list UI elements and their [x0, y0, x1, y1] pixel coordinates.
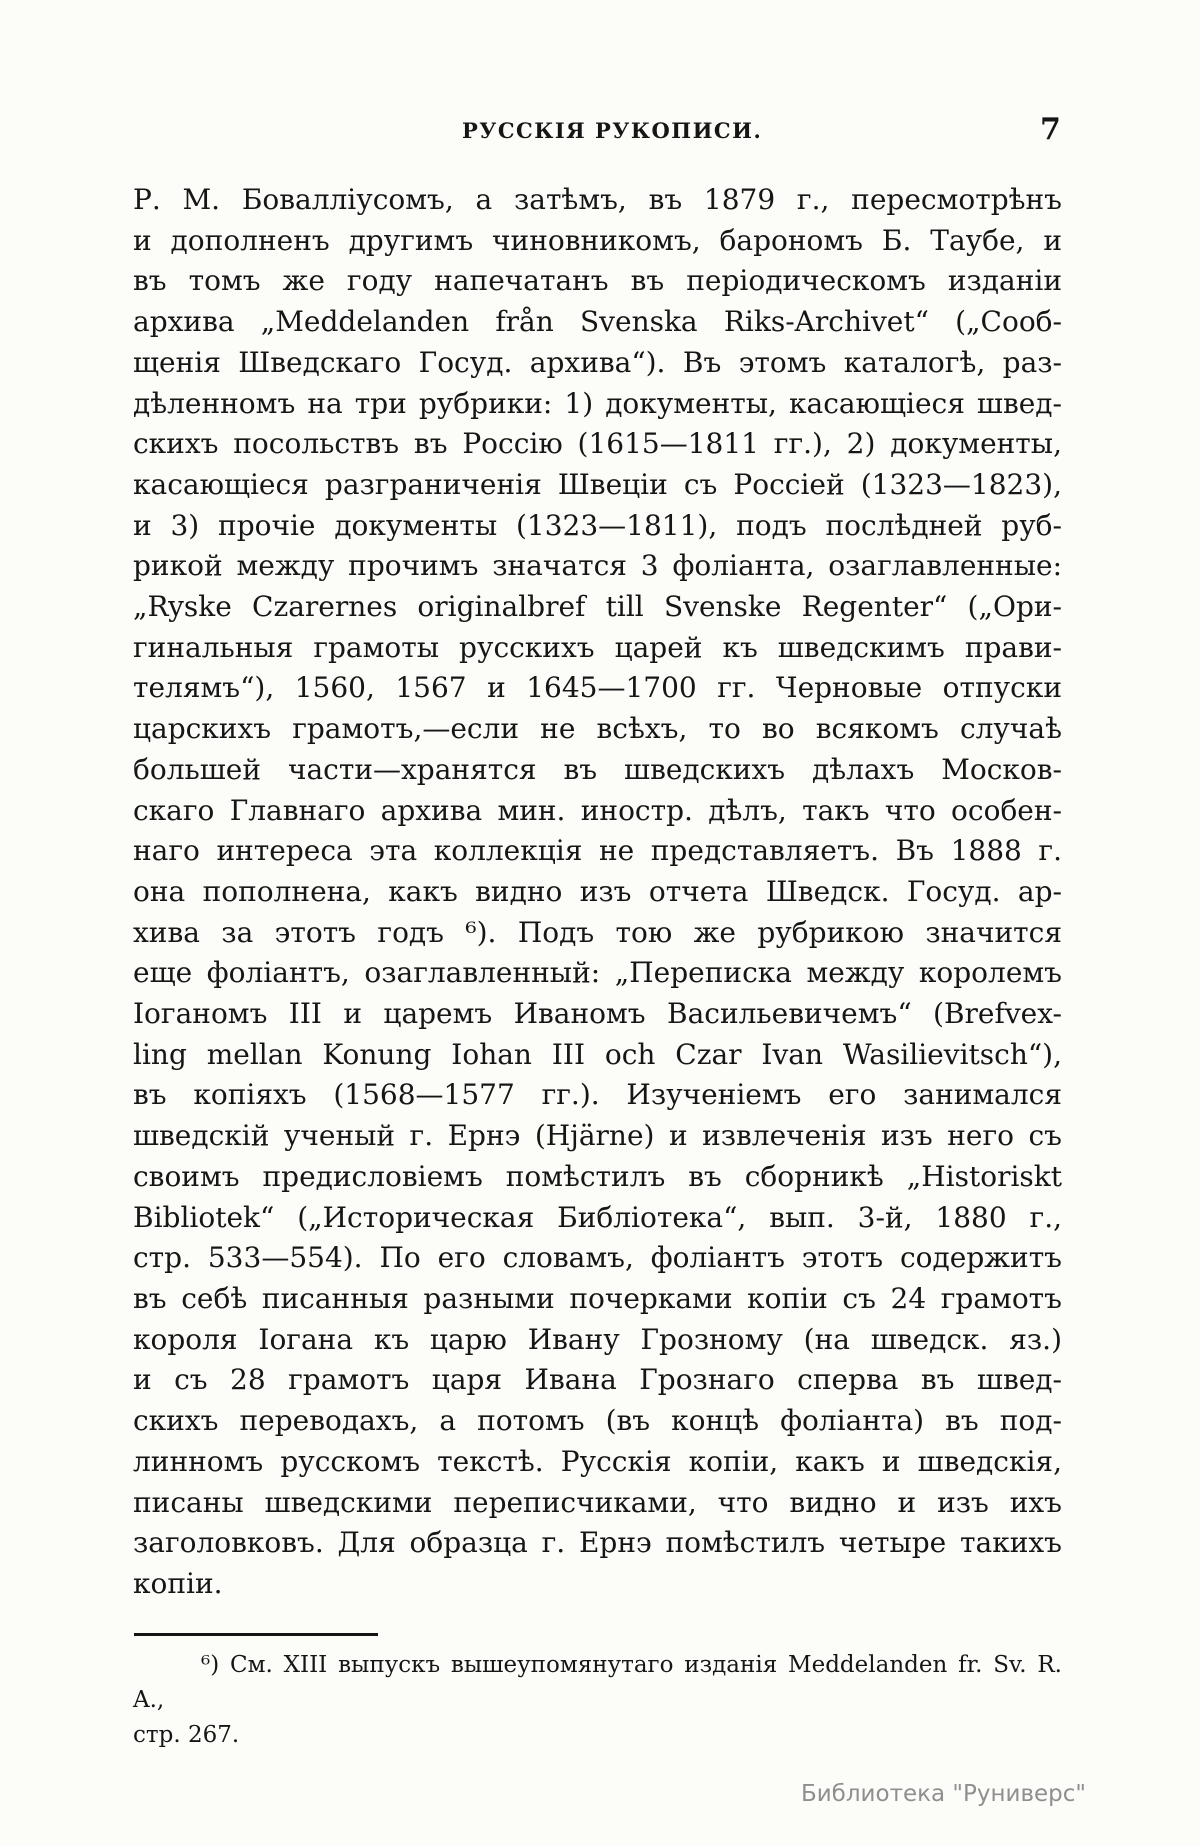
text-line: стр. 533—554). По его словамъ, фоліантъ этотъ содержитъ	[133, 1241, 1062, 1275]
text-line: царскихъ грамотъ,—если не всѣхъ, то во всякомъ случаѣ	[133, 712, 1062, 746]
text-line: и дополненъ другимъ чиновникомъ, барономъ Б. Таубе, и	[133, 223, 1062, 257]
footnote-line: ⁶) См. XIII выпускъ вышеупомянутаго изданія Meddelanden fr. Sv. R. A.,	[133, 1652, 1062, 1713]
text-line: архива „Meddelanden från Svenska Riks-Archivet“ („Сооб-	[133, 305, 1062, 339]
text-line: въ себѣ писанныя разными почерками копіи съ 24 грамотъ	[133, 1281, 1062, 1315]
text-line: телямъ“), 1560, 1567 и 1645—1700 гг. Черновые отпуски	[133, 671, 1062, 705]
text-line: и 3) прочіе документы (1323—1811), подъ послѣдней руб-	[133, 508, 1062, 542]
text-line: наго интереса эта коллекція не представляетъ. Въ 1888 г.	[133, 834, 1062, 868]
page-number: 7	[1040, 112, 1061, 147]
text-line: шведскій ученый г. Ернэ (Hjärne) и извлеченія изъ него съ	[133, 1119, 1062, 1153]
text-line: она пополнена, какъ видно изъ отчета Шведск. Госуд. ар-	[133, 874, 1062, 908]
text-line: хива за этотъ годъ ⁶). Подъ тою же рубрикою значится	[133, 915, 1062, 949]
text-line: своимъ предисловіемъ помѣстилъ въ сборникѣ „Historiskt	[133, 1159, 1062, 1193]
text-line: линномъ русскомъ текстѣ. Русскія копіи, какъ и шведскія,	[133, 1444, 1062, 1478]
text-line: дѣленномъ на три рубрики: 1) документы, касающіеся швед-	[133, 386, 1062, 420]
text-line: въ томъ же году напечатанъ въ періодическомъ изданіи	[133, 264, 1062, 298]
footnote-line: стр. 267.	[133, 1722, 240, 1748]
text-line: Іоганомъ III и царемъ Иваномъ Васильевичемъ“ (Brefvex-	[133, 997, 1062, 1031]
library-watermark: Библиотека "Руниверс"	[800, 1781, 1086, 1807]
text-line: и съ 28 грамотъ царя Ивана Грознаго сперва въ швед-	[133, 1363, 1062, 1397]
text-line: короля Іогана къ царю Ивану Грозному (на шведск. яз.)	[133, 1322, 1062, 1356]
text-line: копіи.	[133, 1566, 223, 1600]
text-line: скихъ посольствъ въ Россію (1615—1811 гг.), 2) документы,	[133, 427, 1062, 461]
footnote	[133, 1648, 1062, 1753]
text-line: еще фоліантъ, озаглавленный: „Переписка между королемъ	[133, 956, 1062, 990]
text-line: скихъ переводахъ, а потомъ (въ концѣ фоліанта) въ под-	[133, 1404, 1062, 1438]
text-line: рикой между прочимъ значатся 3 фоліанта, озаглавленные:	[133, 549, 1062, 583]
text-line: гинальныя грамоты русскихъ царей къ шведскимъ прави-	[133, 630, 1062, 664]
text-line: Bibliotek“ („Историческая Библіотека“, вып. 3-й, 1880 г.,	[133, 1200, 1062, 1234]
running-header-title: РУССКІЯ РУКОПИСИ.	[462, 118, 763, 143]
text-line: большей части—хранятся въ шведскихъ дѣлахъ Москов-	[133, 752, 1062, 786]
footnote-separator	[134, 1633, 378, 1636]
text-line: въ копіяхъ (1568—1577 гг.). Изученіемъ его занимался	[133, 1078, 1062, 1112]
text-line: Р. М. Бовалліусомъ, а затѣмъ, въ 1879 г., пересмотрѣнъ	[133, 183, 1062, 216]
text-line: щенія Шведскаго Госуд. архива“). Въ этомъ каталогѣ, раз-	[133, 345, 1062, 379]
body-text	[133, 180, 1062, 1605]
text-line: ling mellan Konung Iohan III och Czar Ivan Wasilievitsch“),	[133, 1037, 1062, 1071]
text-line: скаго Главнаго архива мин. иностр. дѣлъ, такъ что особен-	[133, 793, 1062, 827]
text-line: касающіеся разграниченія Швеціи съ Россіей (1323—1823),	[133, 467, 1062, 501]
text-line: „Ryske Czarernes originalbref till Svenske Regenter“ („Ори-	[133, 590, 1062, 624]
text-line: писаны шведскими переписчиками, что видно и изъ ихъ	[133, 1485, 1062, 1519]
text-line: заголовковъ. Для образца г. Ернэ помѣстилъ четыре такихъ	[133, 1526, 1062, 1560]
